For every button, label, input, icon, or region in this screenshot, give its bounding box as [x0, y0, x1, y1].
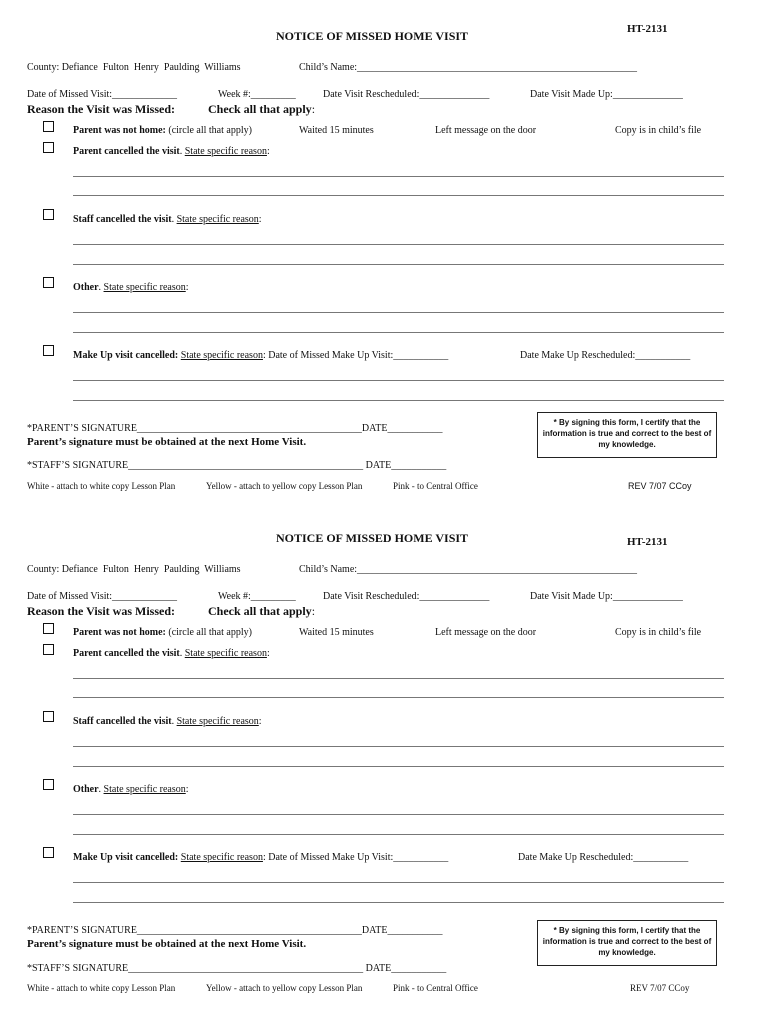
option-makeup-cancelled: Make Up visit cancelled: State specific reason: Date of Missed Make Up Visit:___________	[73, 852, 449, 863]
option-waited[interactable]: Waited 15 minutes	[299, 125, 374, 136]
county-row	[27, 564, 241, 575]
option-left-message[interactable]: Left message on the door	[435, 627, 537, 638]
footer-white: White - attach to white copy Lesson Plan	[27, 983, 176, 993]
checkbox-parent-cancelled[interactable]	[43, 644, 54, 655]
certification-box: * By signing this form, I certify that the information is true and correct to the best of my knowledge.	[537, 412, 717, 458]
county-list[interactable]: Defiance Fulton Henry Paulding Williams	[61, 564, 241, 575]
revision-code: REV 7/07 CCoy	[630, 983, 690, 993]
date-rescheduled-field[interactable]: Date Visit Rescheduled:______________	[323, 591, 490, 602]
checkbox-other[interactable]	[43, 779, 54, 790]
county-label: County:	[27, 564, 60, 575]
week-field[interactable]: Week #:_________	[218, 89, 296, 100]
option-staff-cancelled: Staff cancelled the visit. State specific reason:	[73, 214, 262, 225]
checkbox-parent-not-home[interactable]	[43, 121, 54, 132]
reason-heading: Reason the Visit was Missed:	[27, 102, 176, 116]
reason-line[interactable]	[73, 814, 724, 815]
footer-yellow: Yellow - attach to yellow copy Lesson Plan	[206, 983, 363, 993]
reason-line[interactable]	[73, 834, 724, 835]
reason-line[interactable]	[73, 332, 724, 333]
option-parent-not-home: Parent was not home: (circle all that apply)	[73, 125, 252, 136]
checkbox-parent-not-home[interactable]	[43, 623, 54, 634]
check-all-heading: Check all that apply:	[208, 604, 316, 618]
form-title: NOTICE OF MISSED HOME VISIT	[276, 531, 469, 545]
option-parent-cancelled: Parent cancelled the visit. State specific reason:	[73, 648, 270, 659]
child-name-field[interactable]: Child’s Name:________________________________________________________	[299, 62, 638, 73]
date-missed-field[interactable]: Date of Missed Visit:_____________	[27, 591, 178, 602]
footer-white: White - attach to white copy Lesson Plan	[27, 481, 176, 491]
option-staff-cancelled: Staff cancelled the visit. State specific reason:	[73, 716, 262, 727]
staff-signature-field[interactable]: *STAFF’S SIGNATURE_______________________________________________ DATE___________	[27, 963, 447, 974]
reason-line[interactable]	[73, 766, 724, 767]
form-code: HT-2131	[627, 23, 668, 35]
footer-yellow: Yellow - attach to yellow copy Lesson Plan	[206, 481, 363, 491]
reason-line[interactable]	[73, 176, 724, 177]
parent-signature-field[interactable]: *PARENT’S SIGNATURE_____________________________________________DATE___________	[27, 925, 443, 936]
checkbox-parent-cancelled[interactable]	[43, 142, 54, 153]
parent-signature-field[interactable]: *PARENT’S SIGNATURE_____________________________________________DATE___________	[27, 423, 443, 434]
option-copy-file[interactable]: Copy is in child’s file	[615, 627, 702, 638]
county-row	[27, 62, 241, 73]
option-copy-file[interactable]: Copy is in child’s file	[615, 125, 702, 136]
option-other: Other. State specific reason:	[73, 784, 189, 795]
option-parent-not-home: Parent was not home: (circle all that apply)	[73, 627, 252, 638]
reason-line[interactable]	[73, 902, 724, 903]
checkbox-staff-cancelled[interactable]	[43, 711, 54, 722]
reason-line[interactable]	[73, 195, 724, 196]
reason-line[interactable]	[73, 312, 724, 313]
certification-box: * By signing this form, I certify that the information is true and correct to the best of my knowledge.	[537, 920, 717, 966]
date-made-up-field[interactable]: Date Visit Made Up:______________	[530, 591, 683, 602]
form-title: NOTICE OF MISSED HOME VISIT	[276, 29, 469, 43]
reason-line[interactable]	[73, 244, 724, 245]
parent-signature-note: Parent’s signature must be obtained at the next Home Visit.	[27, 436, 307, 448]
revision-code: REV 7/07 CCoy	[628, 481, 692, 491]
option-waited[interactable]: Waited 15 minutes	[299, 627, 374, 638]
option-makeup-cancelled: Make Up visit cancelled: State specific reason: Date of Missed Make Up Visit:___________	[73, 350, 449, 361]
footer-pink: Pink - to Central Office	[393, 983, 478, 993]
reason-heading: Reason the Visit was Missed:	[27, 604, 176, 618]
footer-pink: Pink - to Central Office	[393, 481, 478, 491]
form-copy-1	[0, 0, 770, 502]
reason-line[interactable]	[73, 678, 724, 679]
option-other: Other. State specific reason:	[73, 282, 189, 293]
option-parent-cancelled: Parent cancelled the visit. State specific reason:	[73, 146, 270, 157]
reason-line[interactable]	[73, 697, 724, 698]
staff-signature-field[interactable]: *STAFF’S SIGNATURE_______________________________________________ DATE___________	[27, 460, 447, 471]
checkbox-other[interactable]	[43, 277, 54, 288]
checkbox-makeup-cancelled[interactable]	[43, 847, 54, 858]
reason-line[interactable]	[73, 264, 724, 265]
reason-line[interactable]	[73, 882, 724, 883]
date-rescheduled-field[interactable]: Date Visit Rescheduled:______________	[323, 89, 490, 100]
date-made-up-field[interactable]: Date Visit Made Up:______________	[530, 89, 683, 100]
week-field[interactable]: Week #:_________	[218, 591, 296, 602]
county-list[interactable]: Defiance Fulton Henry Paulding Williams	[61, 62, 241, 73]
date-missed-field[interactable]: Date of Missed Visit:_____________	[27, 89, 178, 100]
date-makeup-rescheduled-field[interactable]: Date Make Up Rescheduled:___________	[520, 350, 691, 361]
reason-line[interactable]	[73, 380, 724, 381]
county-label: County:	[27, 62, 60, 73]
form-code: HT-2131	[627, 536, 668, 548]
option-left-message[interactable]: Left message on the door	[435, 125, 537, 136]
check-all-heading: Check all that apply:	[208, 102, 316, 116]
date-makeup-rescheduled-field[interactable]: Date Make Up Rescheduled:___________	[518, 852, 689, 863]
form-copy-2	[0, 502, 770, 1004]
checkbox-makeup-cancelled[interactable]	[43, 345, 54, 356]
checkbox-staff-cancelled[interactable]	[43, 209, 54, 220]
parent-signature-note: Parent’s signature must be obtained at the next Home Visit.	[27, 938, 307, 950]
reason-line[interactable]	[73, 746, 724, 747]
reason-line[interactable]	[73, 400, 724, 401]
child-name-field[interactable]: Child’s Name:________________________________________________________	[299, 564, 638, 575]
